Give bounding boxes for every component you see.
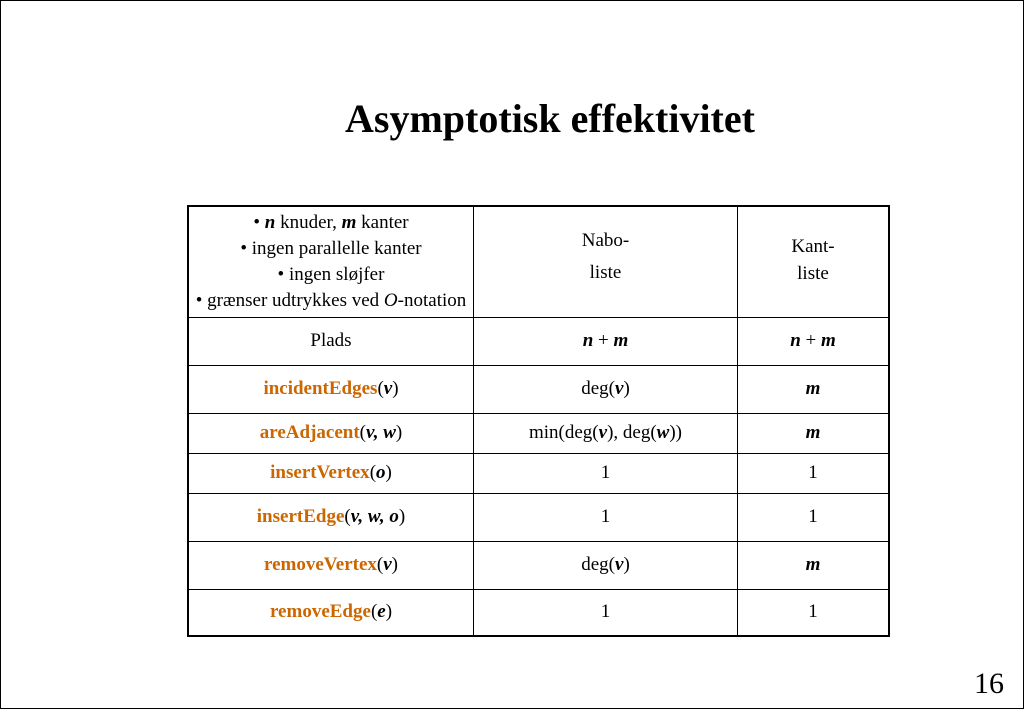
page-number: 16 <box>974 667 1004 700</box>
operation-cell: insertVertex(o) <box>188 453 474 493</box>
table-row-plads <box>188 317 889 365</box>
operation-cell: insertEdge(v, w, o) <box>188 493 474 541</box>
table-row <box>188 589 889 636</box>
header-row <box>188 206 889 317</box>
cell-nabo: deg(v) <box>474 365 738 413</box>
cell-kant: m <box>738 413 890 453</box>
cell-nabo: n + m <box>474 317 738 365</box>
cell-nabo: 1 <box>474 589 738 636</box>
cell-kant: 1 <box>738 589 890 636</box>
cell-kant: m <box>738 365 890 413</box>
assumption-item: • ingen sløjfer <box>277 263 385 285</box>
assumptions-cell <box>188 206 474 317</box>
header-kant-liste: Kant- liste <box>738 206 890 317</box>
cell-kant: n + m <box>738 317 890 365</box>
cell-kant: 1 <box>738 493 890 541</box>
assumption-item: • ingen parallelle kanter <box>240 237 422 259</box>
cell-nabo: deg(v) <box>474 541 738 589</box>
row-label-plads: Plads <box>188 317 474 365</box>
header-nabo-liste: Nabo- liste <box>474 206 738 317</box>
operation-cell: incidentEdges(v) <box>188 365 474 413</box>
operation-cell: areAdjacent(v, w) <box>188 413 474 453</box>
table-row <box>188 453 889 493</box>
complexity-table <box>187 205 890 637</box>
assumption-item: • n knuder, m kanter <box>253 211 409 233</box>
table-row <box>188 413 889 453</box>
cell-kant: m <box>738 541 890 589</box>
table-row <box>188 365 889 413</box>
table-row <box>188 493 889 541</box>
assumption-item: • grænser udtrykkes ved O-notation <box>195 289 467 311</box>
cell-nabo: 1 <box>474 493 738 541</box>
cell-nabo: 1 <box>474 453 738 493</box>
operation-cell: removeVertex(v) <box>188 541 474 589</box>
slide-title: Asymptotisk effektivitet <box>345 96 755 141</box>
operation-cell: removeEdge(e) <box>188 589 474 636</box>
table-row <box>188 541 889 589</box>
cell-kant: 1 <box>738 453 890 493</box>
cell-nabo: min(deg(v), deg(w)) <box>474 413 738 453</box>
